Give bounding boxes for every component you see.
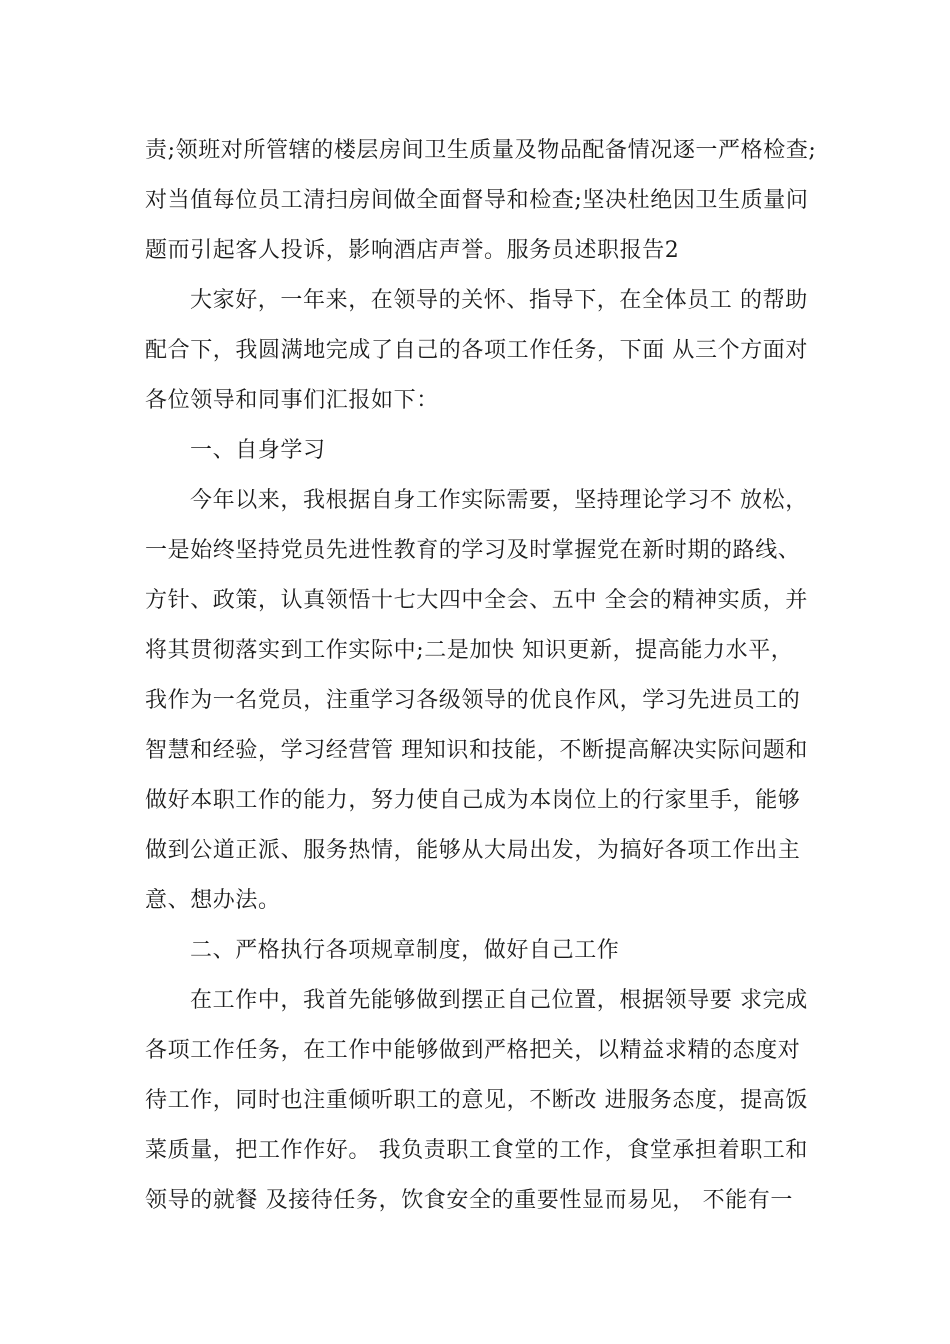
text-line: 责;领班对所管辖的楼层房间卫生质量及物品配备情况逐一严格检查; bbox=[145, 138, 817, 163]
text-line: 各项工作任务，在工作中能够做到严格把关，以精益求精的态度对 bbox=[145, 1038, 801, 1063]
paragraph-first-line: 大家好，一年来，在领导的关怀、指导下，在全体员工 的帮助 bbox=[190, 288, 808, 313]
text-line: 配合下，我圆满地完成了自己的各项工作任务，下面 从三个方面对 bbox=[145, 338, 808, 363]
text-line: 我作为一名党员，注重学习各级领导的优良作风，学习先进员工的 bbox=[145, 688, 801, 713]
section-heading: 一、自身学习 bbox=[190, 438, 326, 463]
text-line: 将其贯彻落实到工作实际中;二是加快 知识更新，提高能力水平， bbox=[145, 638, 794, 663]
text-line: 待工作，同时也注重倾听职工的意见，不断改 进服务态度，提高饭 bbox=[145, 1088, 808, 1113]
text-line: 一是始终坚持党员先进性教育的学习及时掌握党在新时期的路线、 bbox=[145, 538, 801, 563]
text-line: 题而引起客人投诉，影响酒店声誉。服务员述职报告2 bbox=[145, 238, 680, 263]
text-line: 对当值每位员工清扫房间做全面督导和检查;坚决杜绝因卫生质量问 bbox=[145, 188, 809, 213]
text-line: 领导的就餐 及接待任务，饮食安全的重要性显而易见， 不能有一 bbox=[145, 1188, 793, 1213]
text-line: 方针、政策，认真领悟十七大四中全会、五中 全会的精神实质，并 bbox=[145, 588, 808, 613]
paragraph-first-line: 今年以来，我根据自身工作实际需要，坚持理论学习不 放松， bbox=[190, 488, 808, 513]
text-line: 做到公道正派、服务热情，能够从大局出发，为搞好各项工作出主 bbox=[145, 838, 801, 863]
text-line: 菜质量，把工作作好。 我负责职工食堂的工作，食堂承担着职工和 bbox=[145, 1138, 808, 1163]
section-heading: 二、严格执行各项规章制度，做好自己工作 bbox=[190, 938, 620, 963]
text-line: 智慧和经验，学习经营管 理知识和技能，不断提高解决实际问题和 bbox=[145, 738, 808, 763]
paragraph-first-line: 在工作中，我首先能够做到摆正自己位置，根据领导要 求完成 bbox=[190, 988, 808, 1013]
text-line: 意、想办法。 bbox=[145, 888, 281, 913]
text-line: 做好本职工作的能力，努力使自己成为本岗位上的行家里手，能够 bbox=[145, 788, 801, 813]
text-line: 各位领导和同事们汇报如下： bbox=[145, 388, 439, 413]
